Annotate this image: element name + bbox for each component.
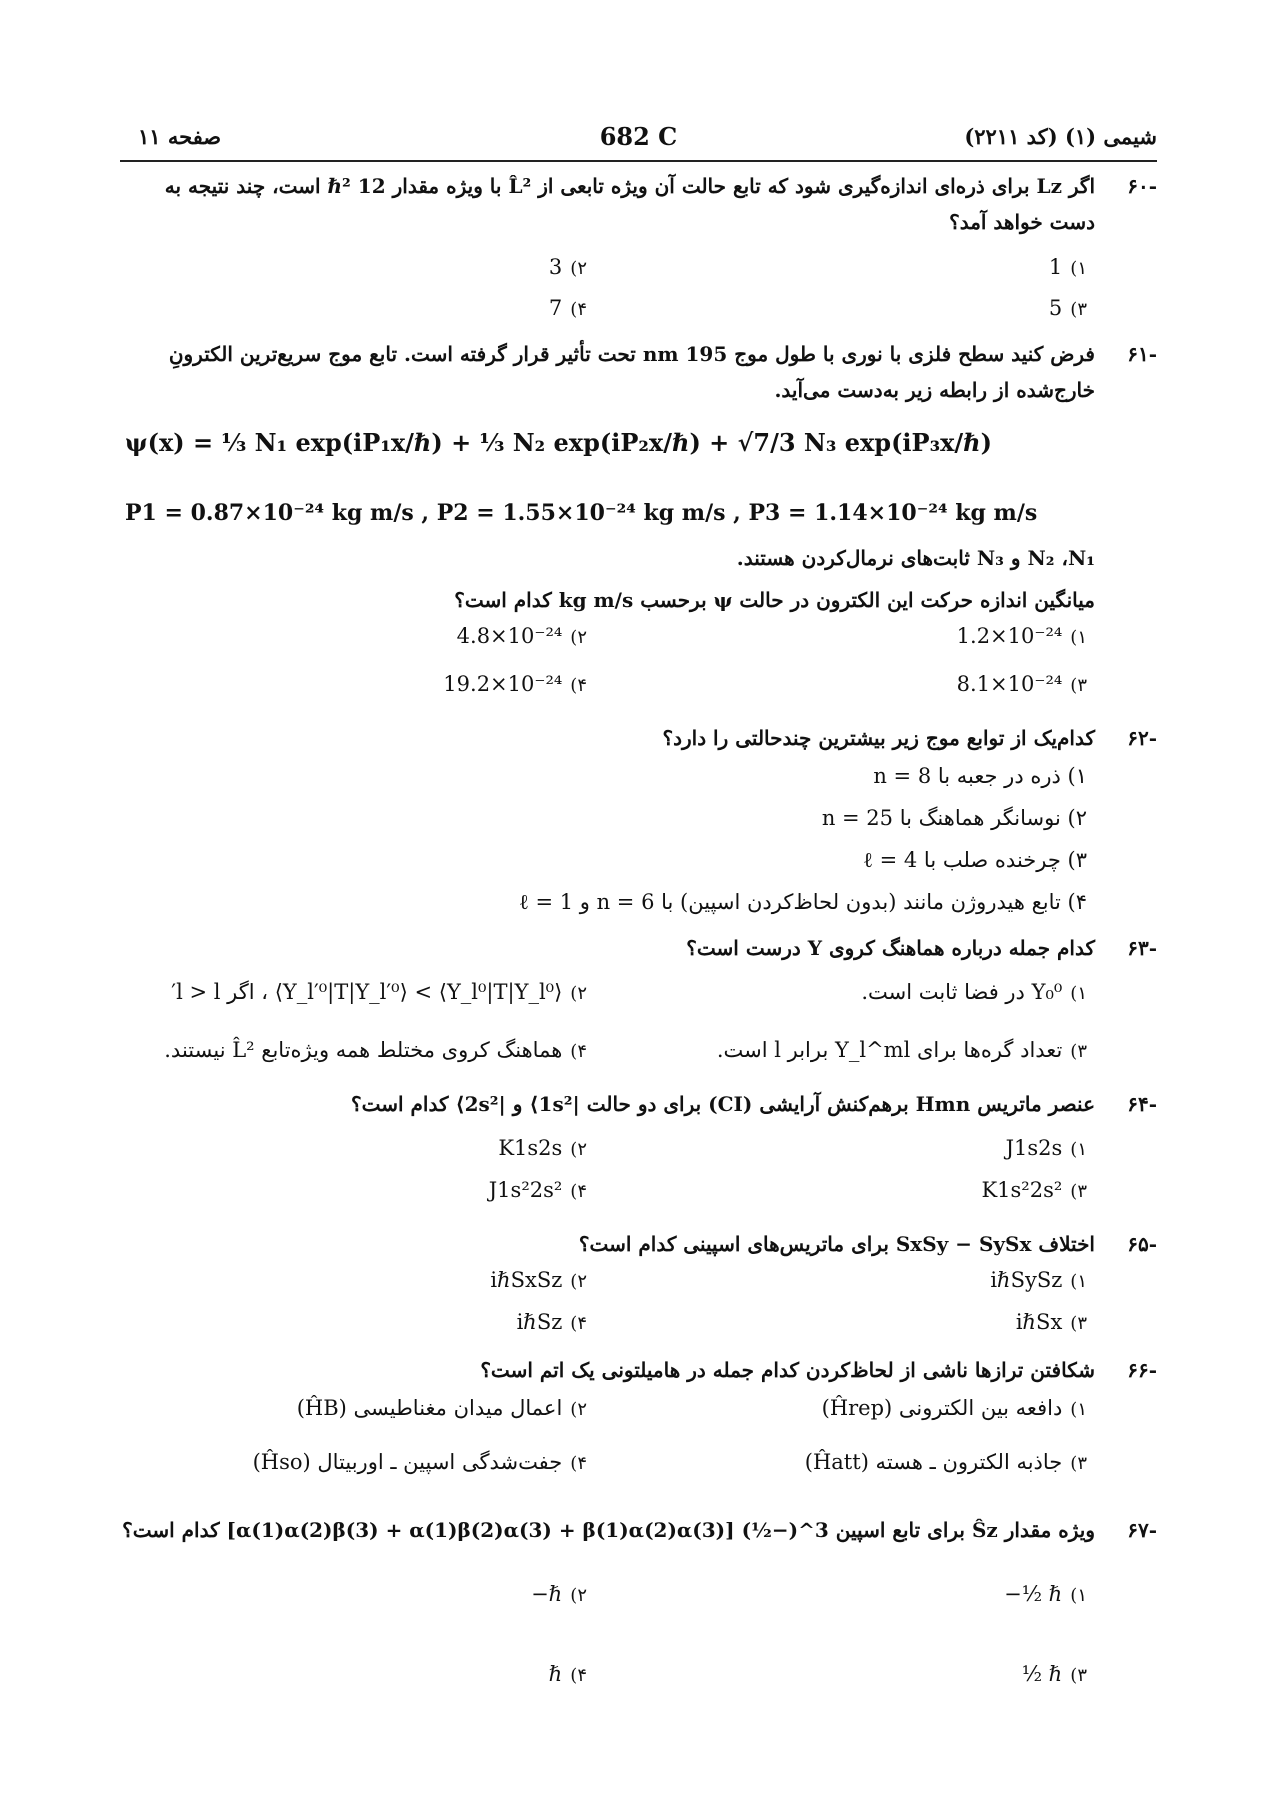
option-4[interactable]: ۴)هماهنگ کروی مختلط همه ویژه‌تابع L̂² نیستند. xyxy=(164,1038,587,1062)
booklet-code: 682 C xyxy=(599,122,678,151)
question-text: اگر Lz برای ذره‌ای اندازه‌گیری شود که تابع حالت آن ویژه تابعی از L̂² با ویژه مقدار 12 ℏ² است، چند نتیجه به دست خواهد آمد؟ xyxy=(164,174,1095,234)
option-2[interactable]: ۲)4.8×10⁻²⁴ xyxy=(456,624,587,648)
option-1[interactable]: ۱) ذره در جعبه با n = 8 xyxy=(873,764,1087,788)
question-number: -۶۱ xyxy=(1127,342,1157,366)
option-1[interactable]: ۱)1 xyxy=(1048,255,1087,279)
question-text: فرض کنید سطح فلزی با نوری با طول موج 195 nm تحت تأثیر قرار گرفته است. تابع موج سریع‌ترین الکترونِ خارج‌شده از رابطه زیر به‌دست می‌آید. xyxy=(168,342,1095,402)
question-text: عنصر ماتریس Hmn برهم‌کنش آرایشی (CI) برای دو حالت |1s²⟩ و |2s²⟩ کدام است؟ xyxy=(351,1092,1095,1116)
page-number: صفحه ۱۱ xyxy=(138,124,222,149)
question-number: -۶۲ xyxy=(1127,726,1157,750)
option-1[interactable]: ۱)−½ ℏ xyxy=(1004,1582,1087,1606)
option-4[interactable]: ۴)جفت‌شدگی اسپین ـ اوربیتال (Ĥso) xyxy=(252,1450,587,1474)
wavefunction-equation: ψ(x) = ⅓ N₁ exp(iP₁x/ℏ) + ⅓ N₂ exp(iP₂x/ℏ) + √7/3 N₃ exp(iP₃x/ℏ) xyxy=(125,428,992,457)
option-3[interactable]: ۳)تعداد گره‌ها برای Y_l^ml برابر l است. xyxy=(716,1038,1087,1062)
question-65 xyxy=(120,1226,1157,1262)
option-3[interactable]: ۳)½ ℏ xyxy=(1021,1662,1087,1686)
question-number: -۶۰ xyxy=(1127,174,1157,198)
option-2[interactable]: ۲) نوسانگر هماهنگ با n = 25 xyxy=(821,806,1087,830)
normalization-note: N₂ ،N₁ و N₃ ثابت‌های نرمال‌کردن هستند. xyxy=(736,546,1095,570)
option-1[interactable]: ۱)iℏSySz xyxy=(990,1268,1087,1292)
option-2[interactable]: ۲)اعمال میدان مغناطیسی (ĤB) xyxy=(296,1396,587,1420)
question-text: کدام‌یک از توابع موج زیر بیشترین چندحالتی را دارد؟ xyxy=(662,726,1095,750)
question-text: اختلاف SxSy − SySx برای ماتریس‌های اسپینی کدام است؟ xyxy=(578,1232,1095,1256)
option-4[interactable]: ۴)J1s²2s² xyxy=(488,1178,587,1202)
option-3[interactable]: ۳) چرخنده صلب با ℓ = 4 xyxy=(862,848,1087,872)
option-3[interactable]: ۳)جاذبه الکترون ـ هسته (Ĥatt) xyxy=(804,1450,1087,1474)
question-60 xyxy=(120,168,1157,240)
question-number: -۶۷ xyxy=(1127,1518,1157,1542)
option-4[interactable]: ۴)19.2×10⁻²⁴ xyxy=(443,672,587,696)
option-3[interactable]: ۳)5 xyxy=(1048,296,1087,320)
question-61-prompt: میانگین اندازه حرکت این الکترون در حالت ψ برحسب kg m/s کدام است؟ xyxy=(454,588,1095,612)
option-3[interactable]: ۳)8.1×10⁻²⁴ xyxy=(956,672,1087,696)
option-2[interactable]: ۲)iℏSxSz xyxy=(490,1268,587,1292)
option-2[interactable]: ۲)3 xyxy=(548,255,587,279)
option-4[interactable]: ۴) تابع هیدروژن مانند (بدون لحاظ‌کردن اسپین) با n = 6 و ℓ = 1 xyxy=(518,890,1087,914)
option-1[interactable]: ۱)دافعه بین الکترونی (Ĥrep) xyxy=(821,1396,1087,1420)
question-text: کدام جمله درباره هماهنگ کروی Y درست است؟ xyxy=(686,936,1095,960)
option-2[interactable]: ۲)K1s2s xyxy=(498,1136,587,1160)
question-61 xyxy=(120,336,1157,408)
option-3[interactable]: ۳)K1s²2s² xyxy=(981,1178,1087,1202)
question-number: -۶۵ xyxy=(1127,1232,1157,1256)
question-67 xyxy=(120,1512,1157,1548)
option-1[interactable]: ۱)1.2×10⁻²⁴ xyxy=(956,624,1087,648)
option-2[interactable]: ۲)⟨Y_l⁰|T|Y_l⁰⟩ > ⟨Y_l′⁰|T|Y_l′⁰⟩ ، اگر l > l′ xyxy=(171,980,587,1004)
question-66 xyxy=(120,1352,1157,1388)
option-4[interactable]: ۴)ℏ xyxy=(548,1662,587,1686)
option-4[interactable]: ۴)7 xyxy=(548,296,587,320)
question-text: ویژه مقدار Ŝz برای تابع اسپین 3^(−½) [α(1)α(2)β(3) + α(1)β(2)α(3) + β(1)α(2)α(3)] کدام است؟ xyxy=(122,1518,1095,1542)
question-63 xyxy=(120,930,1157,966)
question-number: -۶۳ xyxy=(1127,936,1157,960)
question-text: شکافتن ترازها ناشی از لحاظ‌کردن کدام جمله در هامیلتونی یک اتم است؟ xyxy=(480,1358,1095,1382)
option-1[interactable]: ۱)J1s2s xyxy=(1005,1136,1087,1160)
question-62 xyxy=(120,720,1157,756)
page-header xyxy=(120,118,1157,162)
option-4[interactable]: ۴)iℏSz xyxy=(516,1310,587,1334)
question-number: -۶۴ xyxy=(1127,1092,1157,1116)
option-3[interactable]: ۳)iℏSx xyxy=(1015,1310,1087,1334)
question-number: -۶۶ xyxy=(1127,1358,1157,1382)
option-1[interactable]: ۱)Y₀⁰ در فضا ثابت است. xyxy=(861,980,1087,1004)
momenta-values: P1 = 0.87×10⁻²⁴ kg m/s , P2 = 1.55×10⁻²⁴ kg m/s , P3 = 1.14×10⁻²⁴ kg m/s xyxy=(125,500,1038,526)
option-2[interactable]: ۲)−ℏ xyxy=(531,1582,587,1606)
course-title: شیمی (۱) (کد ۲۲۱۱) xyxy=(964,124,1157,149)
question-64 xyxy=(120,1086,1157,1122)
